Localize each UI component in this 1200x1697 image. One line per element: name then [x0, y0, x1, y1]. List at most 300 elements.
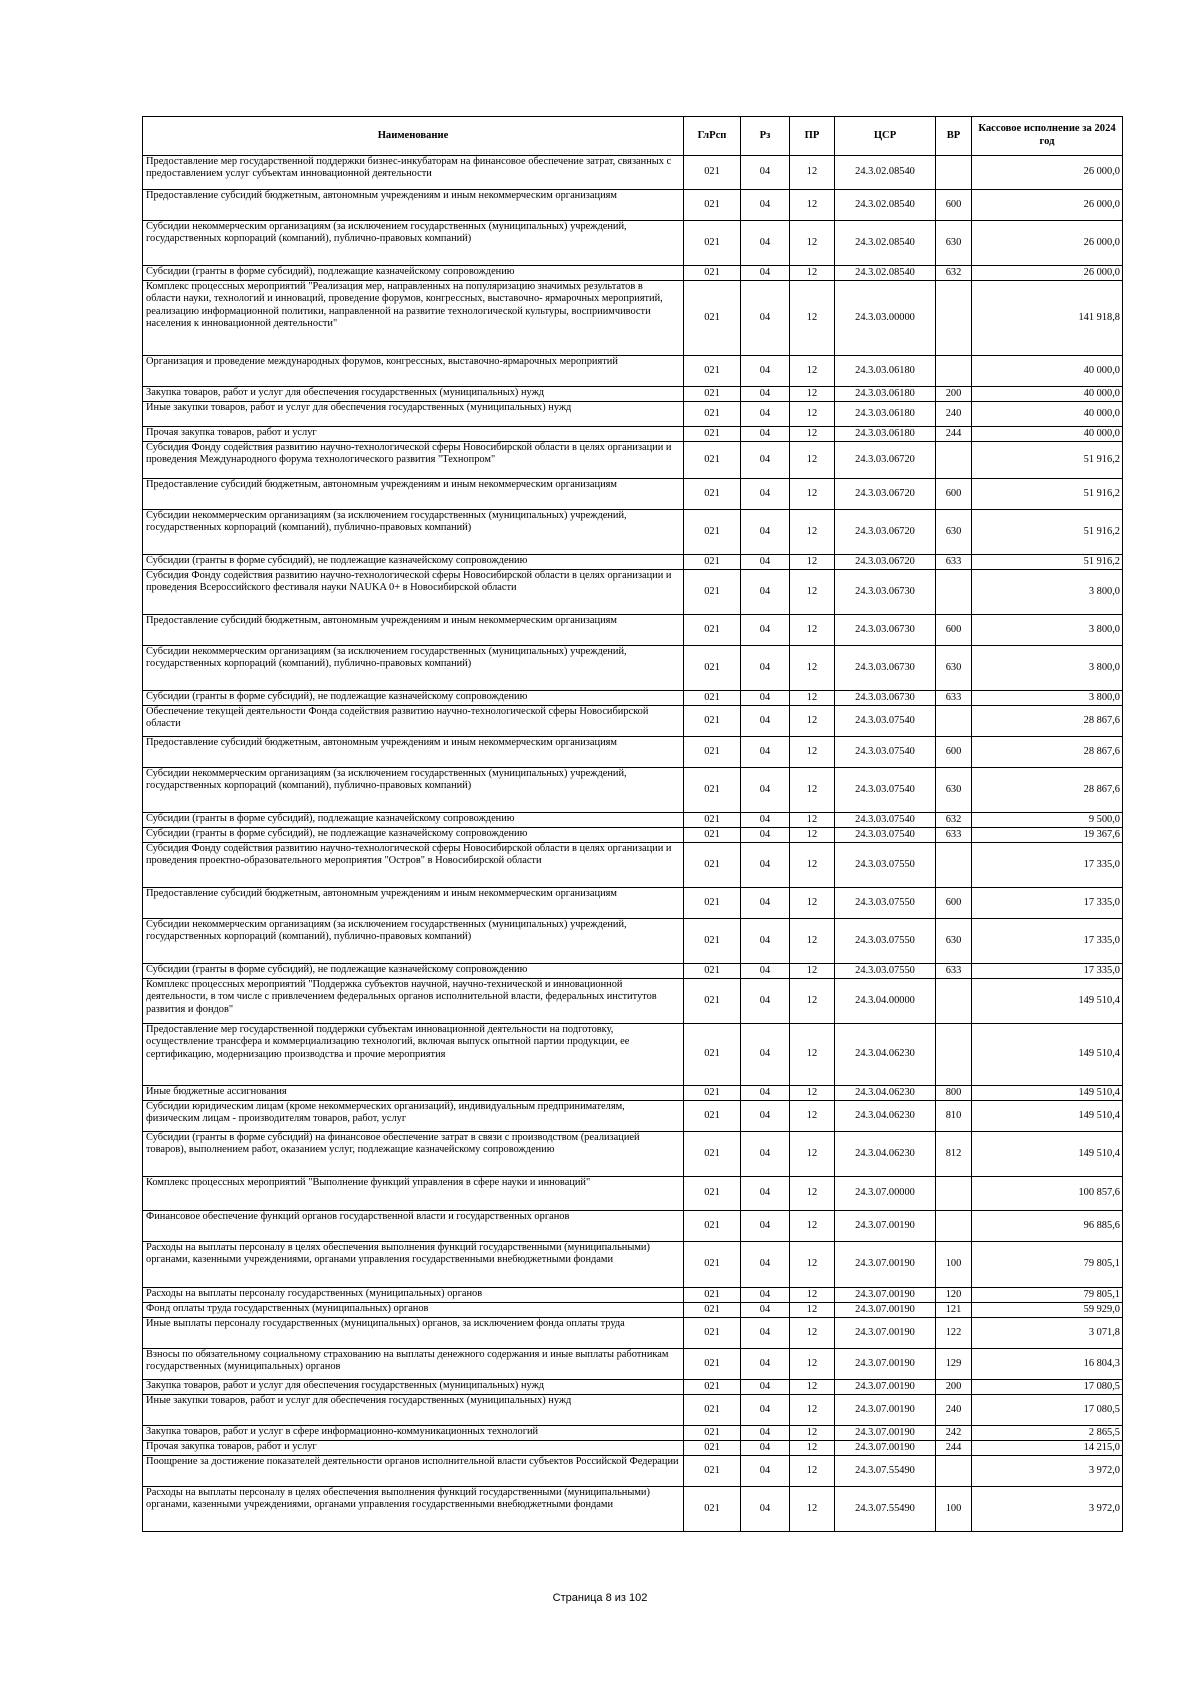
row-amount: 96 885,6 [972, 1211, 1123, 1242]
table-row [143, 1024, 1123, 1086]
row-name: Организация и проведение международных форумов, конгрессных, выставочно-ярмарочных мероприятий [143, 356, 684, 387]
row-rz: 04 [741, 1303, 790, 1318]
table-row [143, 221, 1123, 266]
row-glrsp: 021 [684, 402, 741, 427]
row-csr: 24.3.03.06730 [835, 691, 936, 706]
row-glrsp: 021 [684, 828, 741, 843]
row-name: Предоставление субсидий бюджетным, автономным учреждениям и иным некоммерческим организациям [143, 479, 684, 510]
row-pr: 12 [790, 427, 835, 442]
row-csr: 24.3.04.00000 [835, 979, 936, 1024]
budget-table [142, 116, 1123, 1532]
row-glrsp: 021 [684, 1177, 741, 1211]
row-vr: 200 [936, 1380, 972, 1395]
row-pr: 12 [790, 156, 835, 190]
row-amount: 14 215,0 [972, 1441, 1123, 1456]
row-glrsp: 021 [684, 221, 741, 266]
row-csr: 24.3.04.06230 [835, 1024, 936, 1086]
row-amount: 100 857,6 [972, 1177, 1123, 1211]
row-csr: 24.3.03.06180 [835, 387, 936, 402]
row-vr: 240 [936, 402, 972, 427]
row-amount: 3 972,0 [972, 1456, 1123, 1487]
row-pr: 12 [790, 555, 835, 570]
row-rz: 04 [741, 1132, 790, 1177]
row-vr: 200 [936, 387, 972, 402]
header-rz: Рз [741, 117, 790, 156]
header-row [143, 117, 1123, 156]
row-pr: 12 [790, 570, 835, 615]
row-glrsp: 021 [684, 1101, 741, 1132]
row-glrsp: 021 [684, 442, 741, 479]
row-glrsp: 021 [684, 266, 741, 281]
row-csr: 24.3.03.00000 [835, 281, 936, 356]
table-row [143, 646, 1123, 691]
row-amount: 40 000,0 [972, 387, 1123, 402]
row-rz: 04 [741, 615, 790, 646]
row-glrsp: 021 [684, 888, 741, 919]
row-vr: 633 [936, 691, 972, 706]
row-pr: 12 [790, 356, 835, 387]
row-csr: 24.3.03.07550 [835, 919, 936, 964]
row-amount: 51 916,2 [972, 510, 1123, 555]
row-pr: 12 [790, 1441, 835, 1456]
row-csr: 24.3.03.07540 [835, 706, 936, 737]
row-pr: 12 [790, 1177, 835, 1211]
row-glrsp: 021 [684, 190, 741, 221]
row-pr: 12 [790, 1426, 835, 1441]
row-name: Расходы на выплаты персоналу государственных (муниципальных) органов [143, 1288, 684, 1303]
row-name: Закупка товаров, работ и услуг для обеспечения государственных (муниципальных) нужд [143, 1380, 684, 1395]
table-row [143, 1395, 1123, 1426]
row-csr: 24.3.03.07540 [835, 813, 936, 828]
row-glrsp: 021 [684, 427, 741, 442]
row-vr [936, 979, 972, 1024]
row-rz: 04 [741, 1380, 790, 1395]
row-amount: 17 335,0 [972, 888, 1123, 919]
row-csr: 24.3.03.06720 [835, 442, 936, 479]
table-row [143, 1303, 1123, 1318]
row-glrsp: 021 [684, 387, 741, 402]
row-name: Закупка товаров, работ и услуг в сфере информационно-коммуникационных технологий [143, 1426, 684, 1441]
table-row [143, 427, 1123, 442]
row-glrsp: 021 [684, 570, 741, 615]
row-glrsp: 021 [684, 768, 741, 813]
row-amount: 40 000,0 [972, 427, 1123, 442]
row-amount: 40 000,0 [972, 356, 1123, 387]
table-row [143, 1487, 1123, 1532]
row-vr: 120 [936, 1288, 972, 1303]
row-csr: 24.3.04.06230 [835, 1101, 936, 1132]
table-row [143, 1380, 1123, 1395]
row-glrsp: 021 [684, 1487, 741, 1532]
row-csr: 24.3.03.07550 [835, 843, 936, 888]
row-csr: 24.3.03.07540 [835, 828, 936, 843]
row-amount: 3 972,0 [972, 1487, 1123, 1532]
row-vr: 600 [936, 479, 972, 510]
row-pr: 12 [790, 979, 835, 1024]
row-amount: 19 367,6 [972, 828, 1123, 843]
table-row [143, 737, 1123, 768]
row-rz: 04 [741, 442, 790, 479]
row-glrsp: 021 [684, 706, 741, 737]
row-vr [936, 442, 972, 479]
row-vr: 630 [936, 919, 972, 964]
row-csr: 24.3.07.00000 [835, 1177, 936, 1211]
row-name: Субсидии юридическим лицам (кроме некоммерческих организаций), индивидуальным предпринимателям, физическим лицам - производителям товаров, работ, услуг [143, 1101, 684, 1132]
row-pr: 12 [790, 479, 835, 510]
row-pr: 12 [790, 510, 835, 555]
row-amount: 16 804,3 [972, 1349, 1123, 1380]
row-rz: 04 [741, 356, 790, 387]
row-glrsp: 021 [684, 479, 741, 510]
row-rz: 04 [741, 510, 790, 555]
row-amount: 28 867,6 [972, 737, 1123, 768]
row-name: Прочая закупка товаров, работ и услуг [143, 427, 684, 442]
table-row [143, 1318, 1123, 1349]
row-amount: 17 080,5 [972, 1380, 1123, 1395]
row-csr: 24.3.03.07550 [835, 964, 936, 979]
row-pr: 12 [790, 737, 835, 768]
row-csr: 24.3.07.00190 [835, 1303, 936, 1318]
table-row [143, 510, 1123, 555]
table-row [143, 691, 1123, 706]
row-vr: 244 [936, 427, 972, 442]
row-vr: 812 [936, 1132, 972, 1177]
table-row [143, 190, 1123, 221]
table-row [143, 570, 1123, 615]
row-rz: 04 [741, 402, 790, 427]
row-glrsp: 021 [684, 555, 741, 570]
row-vr [936, 1024, 972, 1086]
row-name: Субсидия Фонду содействия развитию научно-технологической сферы Новосибирской области в целях организации и проведения Всероссийского фестиваля науки NAUKA 0+ в Новосибирской области [143, 570, 684, 615]
row-glrsp: 021 [684, 281, 741, 356]
row-pr: 12 [790, 1024, 835, 1086]
row-vr [936, 570, 972, 615]
table-row [143, 1132, 1123, 1177]
row-glrsp: 021 [684, 1132, 741, 1177]
row-pr: 12 [790, 843, 835, 888]
row-glrsp: 021 [684, 1288, 741, 1303]
row-vr: 600 [936, 737, 972, 768]
row-csr: 24.3.07.00190 [835, 1242, 936, 1288]
row-amount: 3 800,0 [972, 691, 1123, 706]
row-amount: 28 867,6 [972, 706, 1123, 737]
row-amount: 26 000,0 [972, 156, 1123, 190]
row-rz: 04 [741, 479, 790, 510]
row-csr: 24.3.07.00190 [835, 1288, 936, 1303]
row-vr: 630 [936, 510, 972, 555]
row-csr: 24.3.07.00190 [835, 1349, 936, 1380]
header-amount: Кассовое исполнение за 2024 год [972, 117, 1123, 156]
row-amount: 26 000,0 [972, 266, 1123, 281]
row-amount: 9 500,0 [972, 813, 1123, 828]
row-amount: 17 080,5 [972, 1395, 1123, 1426]
row-vr: 240 [936, 1395, 972, 1426]
row-amount: 149 510,4 [972, 1132, 1123, 1177]
row-rz: 04 [741, 919, 790, 964]
row-rz: 04 [741, 1242, 790, 1288]
row-rz: 04 [741, 1288, 790, 1303]
row-name: Расходы на выплаты персоналу в целях обеспечения выполнения функций государственными (муниципальными) органами, казенными учреждениями, органами управления государственными внебюджетными фондами [143, 1242, 684, 1288]
row-name: Иные выплаты персоналу государственных (муниципальных) органов, за исключением фонда оплаты труда [143, 1318, 684, 1349]
row-amount: 51 916,2 [972, 442, 1123, 479]
row-glrsp: 021 [684, 737, 741, 768]
row-pr: 12 [790, 768, 835, 813]
row-pr: 12 [790, 828, 835, 843]
row-vr: 630 [936, 646, 972, 691]
row-csr: 24.3.03.06180 [835, 427, 936, 442]
row-rz: 04 [741, 1024, 790, 1086]
row-rz: 04 [741, 156, 790, 190]
row-glrsp: 021 [684, 356, 741, 387]
row-vr: 800 [936, 1086, 972, 1101]
row-amount: 26 000,0 [972, 190, 1123, 221]
table-row [143, 828, 1123, 843]
row-name: Субсидии некоммерческим организациям (за исключением государственных (муниципальных) учреждений, государственных корпораций (компаний), публично-правовых компаний) [143, 510, 684, 555]
table-row [143, 919, 1123, 964]
row-rz: 04 [741, 737, 790, 768]
row-name: Предоставление мер государственной поддержки субъектам инновационной деятельности на подготовку, осуществление трансфера и коммерциализацию технологий, включая выпуск опытной партии продукции, ее сертификацию, модернизацию производства и прочие мероприятия [143, 1024, 684, 1086]
row-rz: 04 [741, 190, 790, 221]
row-name: Предоставление субсидий бюджетным, автономным учреждениям и иным некоммерческим организациям [143, 737, 684, 768]
row-amount: 40 000,0 [972, 402, 1123, 427]
row-name: Субсидии (гранты в форме субсидий), не подлежащие казначейскому сопровождению [143, 828, 684, 843]
row-rz: 04 [741, 768, 790, 813]
row-name: Комплекс процессных мероприятий "Поддержка субъектов научной, научно-технической и инновационной деятельности, в том числе с привлечением федеральных органов исполнительной власти, федеральных институтов развития и фондов" [143, 979, 684, 1024]
row-amount: 51 916,2 [972, 479, 1123, 510]
row-amount: 2 865,5 [972, 1426, 1123, 1441]
row-vr: 122 [936, 1318, 972, 1349]
row-pr: 12 [790, 964, 835, 979]
row-vr [936, 1456, 972, 1487]
row-amount: 26 000,0 [972, 221, 1123, 266]
row-vr: 600 [936, 888, 972, 919]
row-csr: 24.3.03.06720 [835, 479, 936, 510]
table-row [143, 843, 1123, 888]
row-rz: 04 [741, 706, 790, 737]
row-vr: 633 [936, 964, 972, 979]
row-name: Фонд оплаты труда государственных (муниципальных) органов [143, 1303, 684, 1318]
row-glrsp: 021 [684, 1242, 741, 1288]
row-glrsp: 021 [684, 691, 741, 706]
table-row [143, 1349, 1123, 1380]
row-pr: 12 [790, 615, 835, 646]
row-csr: 24.3.04.06230 [835, 1086, 936, 1101]
row-rz: 04 [741, 266, 790, 281]
table-row [143, 442, 1123, 479]
row-rz: 04 [741, 570, 790, 615]
row-csr: 24.3.07.55490 [835, 1456, 936, 1487]
row-glrsp: 021 [684, 979, 741, 1024]
header-pr: ПР [790, 117, 835, 156]
row-csr: 24.3.02.08540 [835, 190, 936, 221]
table-row [143, 979, 1123, 1024]
table-row [143, 479, 1123, 510]
row-vr: 633 [936, 828, 972, 843]
row-glrsp: 021 [684, 156, 741, 190]
row-name: Иные закупки товаров, работ и услуг для обеспечения государственных (муниципальных) нужд [143, 402, 684, 427]
row-pr: 12 [790, 813, 835, 828]
row-vr: 633 [936, 555, 972, 570]
row-rz: 04 [741, 843, 790, 888]
row-amount: 3 071,8 [972, 1318, 1123, 1349]
row-amount: 59 929,0 [972, 1303, 1123, 1318]
row-pr: 12 [790, 221, 835, 266]
row-vr: 632 [936, 813, 972, 828]
table-row [143, 1441, 1123, 1456]
row-pr: 12 [790, 1101, 835, 1132]
row-glrsp: 021 [684, 1456, 741, 1487]
row-csr: 24.3.02.08540 [835, 156, 936, 190]
row-vr [936, 843, 972, 888]
row-rz: 04 [741, 1395, 790, 1426]
row-amount: 141 918,8 [972, 281, 1123, 356]
row-pr: 12 [790, 1487, 835, 1532]
row-name: Иные бюджетные ассигнования [143, 1086, 684, 1101]
row-amount: 149 510,4 [972, 1086, 1123, 1101]
row-pr: 12 [790, 1211, 835, 1242]
row-pr: 12 [790, 190, 835, 221]
row-glrsp: 021 [684, 813, 741, 828]
row-rz: 04 [741, 427, 790, 442]
table-row [143, 1242, 1123, 1288]
row-csr: 24.3.03.06720 [835, 510, 936, 555]
row-name: Субсидии (гранты в форме субсидий), не подлежащие казначейскому сопровождению [143, 964, 684, 979]
table-body [143, 156, 1123, 1532]
row-vr: 100 [936, 1242, 972, 1288]
row-pr: 12 [790, 281, 835, 356]
row-rz: 04 [741, 1441, 790, 1456]
row-vr: 100 [936, 1487, 972, 1532]
row-pr: 12 [790, 691, 835, 706]
row-vr: 630 [936, 221, 972, 266]
row-csr: 24.3.02.08540 [835, 221, 936, 266]
row-csr: 24.3.07.00190 [835, 1395, 936, 1426]
table-row [143, 387, 1123, 402]
row-vr: 600 [936, 615, 972, 646]
row-name: Субсидия Фонду содействия развитию научно-технологической сферы Новосибирской области в целях организации и проведения проектно-образовательного мероприятия "Остров" в Новосибирской области [143, 843, 684, 888]
row-csr: 24.3.03.06730 [835, 615, 936, 646]
row-rz: 04 [741, 1211, 790, 1242]
row-name: Финансовое обеспечение функций органов государственной власти и государственных органов [143, 1211, 684, 1242]
row-name: Субсидии (гранты в форме субсидий), подлежащие казначейскому сопровождению [143, 813, 684, 828]
row-name: Субсидии некоммерческим организациям (за исключением государственных (муниципальных) учреждений, государственных корпораций (компаний), публично-правовых компаний) [143, 919, 684, 964]
row-rz: 04 [741, 555, 790, 570]
row-amount: 28 867,6 [972, 768, 1123, 813]
table-row [143, 888, 1123, 919]
row-pr: 12 [790, 1380, 835, 1395]
row-rz: 04 [741, 1487, 790, 1532]
row-name: Субсидия Фонду содействия развитию научно-технологической сферы Новосибирской области в целях организации и проведения Международного форума технологического развития "Технопром" [143, 442, 684, 479]
row-pr: 12 [790, 1456, 835, 1487]
row-name: Предоставление субсидий бюджетным, автономным учреждениям и иным некоммерческим организациям [143, 190, 684, 221]
row-rz: 04 [741, 1177, 790, 1211]
row-rz: 04 [741, 281, 790, 356]
row-csr: 24.3.03.06720 [835, 555, 936, 570]
page-number: Страница 8 из 102 [552, 1592, 648, 1604]
table-row [143, 555, 1123, 570]
row-name: Расходы на выплаты персоналу в целях обеспечения выполнения функций государственными (муниципальными) органами, казенными учреждениями, органами управления государственными внебюджетными фондами [143, 1487, 684, 1532]
row-pr: 12 [790, 1132, 835, 1177]
row-amount: 51 916,2 [972, 555, 1123, 570]
row-vr [936, 281, 972, 356]
row-csr: 24.3.07.00190 [835, 1426, 936, 1441]
row-vr: 244 [936, 1441, 972, 1456]
row-pr: 12 [790, 387, 835, 402]
row-csr: 24.3.07.00190 [835, 1380, 936, 1395]
row-name: Субсидии (гранты в форме субсидий) на финансовое обеспечение затрат в связи с производством (реализацией товаров), выполнением работ, оказанием услуг, подлежащие казначейскому сопровождению [143, 1132, 684, 1177]
row-amount: 17 335,0 [972, 919, 1123, 964]
row-amount: 79 805,1 [972, 1288, 1123, 1303]
row-amount: 149 510,4 [972, 979, 1123, 1024]
row-glrsp: 021 [684, 1349, 741, 1380]
table-row [143, 1211, 1123, 1242]
row-name: Субсидии (гранты в форме субсидий), не подлежащие казначейскому сопровождению [143, 555, 684, 570]
table-row [143, 356, 1123, 387]
header-glrsp: ГлРсп [684, 117, 741, 156]
row-name: Субсидии (гранты в форме субсидий), не подлежащие казначейскому сопровождению [143, 691, 684, 706]
row-vr: 632 [936, 266, 972, 281]
row-rz: 04 [741, 1101, 790, 1132]
row-vr [936, 356, 972, 387]
row-glrsp: 021 [684, 1024, 741, 1086]
row-rz: 04 [741, 979, 790, 1024]
row-vr: 630 [936, 768, 972, 813]
row-amount: 3 800,0 [972, 646, 1123, 691]
row-csr: 24.3.03.07550 [835, 888, 936, 919]
row-pr: 12 [790, 646, 835, 691]
row-rz: 04 [741, 1456, 790, 1487]
table-row [143, 281, 1123, 356]
table-row [143, 1086, 1123, 1101]
row-name: Предоставление субсидий бюджетным, автономным учреждениям и иным некоммерческим организациям [143, 888, 684, 919]
row-pr: 12 [790, 888, 835, 919]
table-row [143, 1426, 1123, 1441]
row-name: Иные закупки товаров, работ и услуг для обеспечения государственных (муниципальных) нужд [143, 1395, 684, 1426]
table-row [143, 266, 1123, 281]
row-rz: 04 [741, 964, 790, 979]
row-glrsp: 021 [684, 1211, 741, 1242]
row-vr [936, 156, 972, 190]
row-rz: 04 [741, 813, 790, 828]
row-rz: 04 [741, 828, 790, 843]
row-csr: 24.3.03.06180 [835, 402, 936, 427]
row-glrsp: 021 [684, 1318, 741, 1349]
row-pr: 12 [790, 1086, 835, 1101]
row-pr: 12 [790, 442, 835, 479]
row-csr: 24.3.03.07540 [835, 737, 936, 768]
row-rz: 04 [741, 888, 790, 919]
table-row [143, 402, 1123, 427]
row-amount: 17 335,0 [972, 843, 1123, 888]
row-pr: 12 [790, 1349, 835, 1380]
row-csr: 24.3.03.06180 [835, 356, 936, 387]
row-amount: 149 510,4 [972, 1101, 1123, 1132]
row-pr: 12 [790, 1288, 835, 1303]
row-name: Субсидии некоммерческим организациям (за исключением государственных (муниципальных) учреждений, государственных корпораций (компаний), публично-правовых компаний) [143, 221, 684, 266]
row-csr: 24.3.07.00190 [835, 1211, 936, 1242]
row-vr: 129 [936, 1349, 972, 1380]
row-csr: 24.3.04.06230 [835, 1132, 936, 1177]
row-pr: 12 [790, 919, 835, 964]
row-csr: 24.3.07.00190 [835, 1318, 936, 1349]
row-pr: 12 [790, 1318, 835, 1349]
row-pr: 12 [790, 1395, 835, 1426]
row-amount: 3 800,0 [972, 615, 1123, 646]
row-rz: 04 [741, 387, 790, 402]
row-csr: 24.3.03.06730 [835, 570, 936, 615]
row-rz: 04 [741, 646, 790, 691]
row-glrsp: 021 [684, 646, 741, 691]
